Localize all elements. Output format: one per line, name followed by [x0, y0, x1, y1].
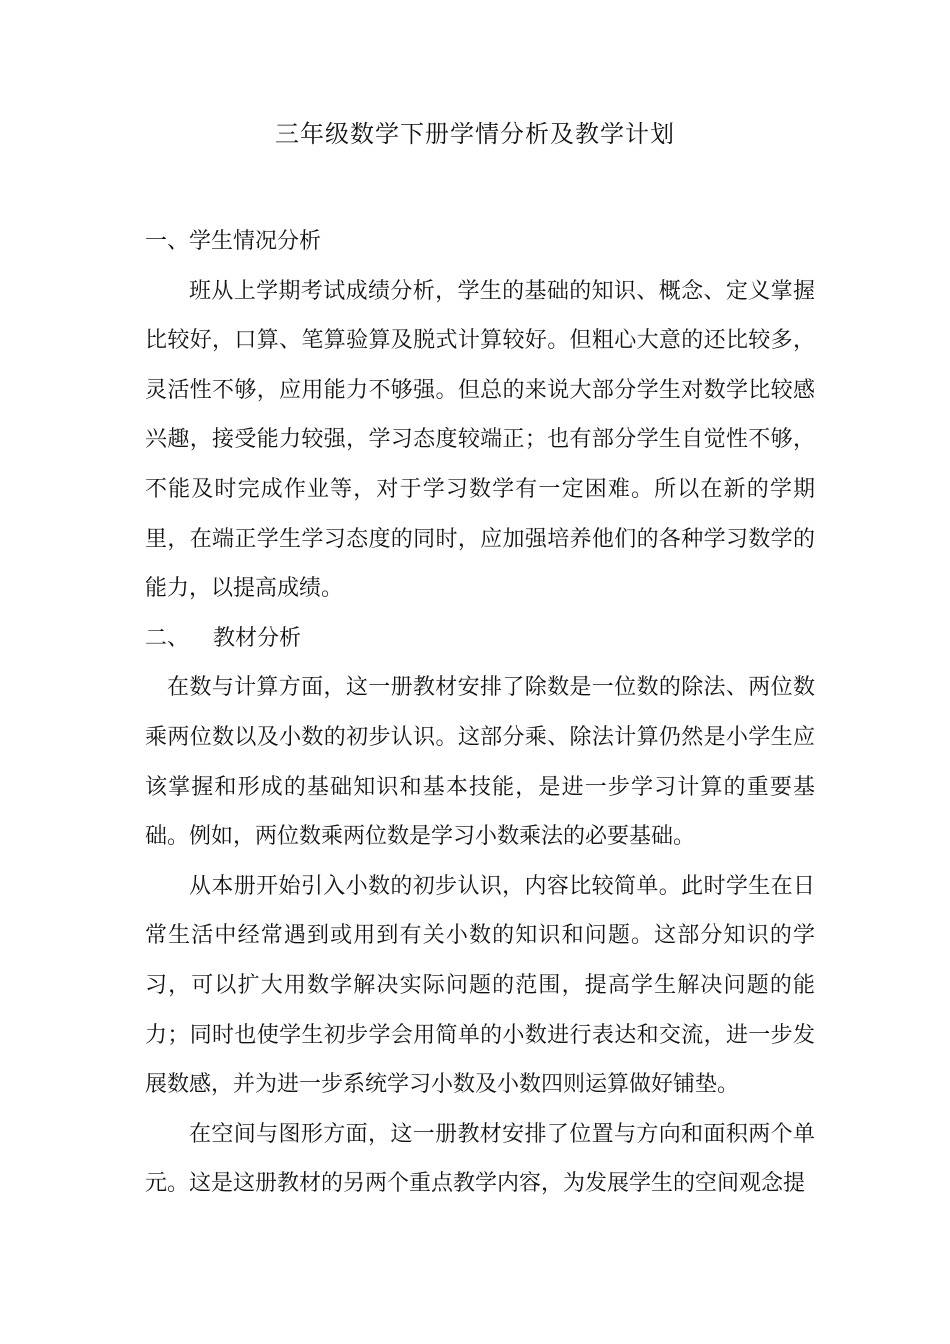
- document-body: [145, 217, 815, 1209]
- paragraph-numbers-computation: 在数与计算方面，这一册教材安排了除数是一位数的除法、两位数乘两位数以及小数的初步认识。这部分乘、除法计算仍然是小学生应该掌握和形成的基础知识和基本技能，是进一步学习计算的重要基础。例如，两位数乘两位数是学习小数乘法的必要基础。: [145, 675, 815, 850]
- section-heading-text: 教材分析: [213, 625, 302, 651]
- document-title: 三年级数学下册学情分析及教学计划: [275, 120, 675, 148]
- section-number: 二、: [145, 625, 190, 651]
- section-heading-textbook-analysis: [145, 614, 815, 664]
- paragraph-student-analysis: 班从上学期考试成绩分析，学生的基础的知识、概念、定义掌握比较好，口算、笔算验算及脱式计算较好。但粗心大意的还比较多，灵活性不够，应用能力不够强。但总的来说大部分学生对数学比较感兴趣，接受能力较强，学习态度较端正；也有部分学生自觉性不够，不能及时完成作业等，对于学习数学有一定困难。所以在新的学期里，在端正学生学习态度的同时，应加强培养他们的各种学习数学的能力，以提高成绩。: [145, 278, 815, 602]
- paragraph-decimals-intro: 从本册开始引入小数的初步认识，内容比较简单。此时学生在日常生活中经常遇到或用到有关小数的知识和问题。这部分知识的学习，可以扩大用数学解决实际问题的范围，提高学生解决问题的能力；同时也使学生初步学会用简单的小数进行表达和交流，进一步发展数感，并为进一步系统学习小数及小数四则运算做好铺垫。: [145, 873, 815, 1098]
- section-heading-student-analysis: 一、学生情况分析: [145, 229, 322, 254]
- paragraph-space-geometry: 在空间与图形方面，这一册教材安排了位置与方向和面积两个单元。这是这册教材的另两个重点教学内容，为发展学生的空间观念提: [145, 1121, 815, 1197]
